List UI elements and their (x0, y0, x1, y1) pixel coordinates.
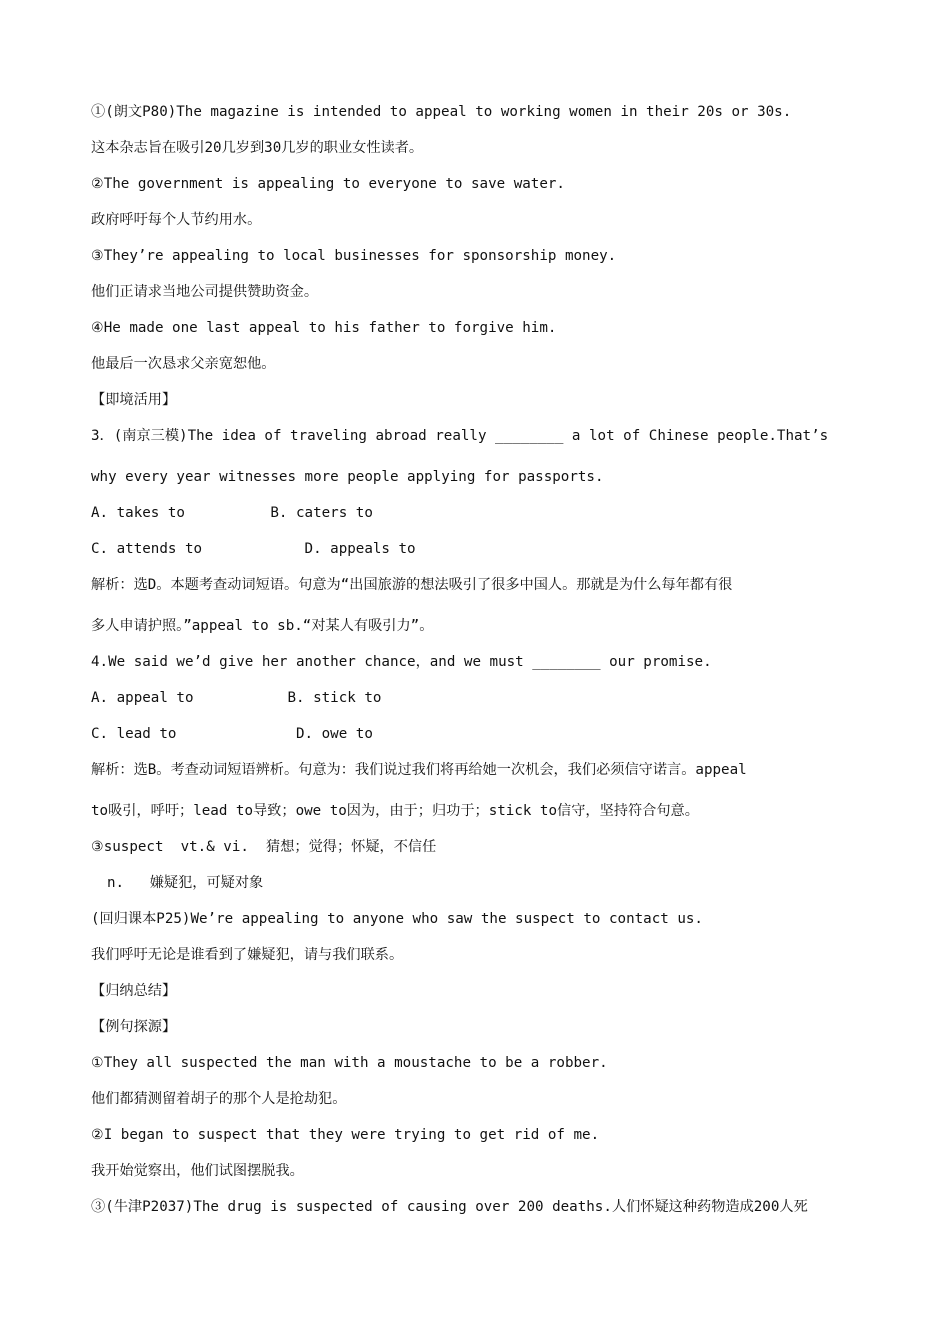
example-4-chinese: 他最后一次恳求父亲宽恕他。 (91, 356, 276, 372)
question-4-explanation: 解析：选B。考查动词短语辨析。句意为：我们说过我们将再给她一次机会，我们必须信守诺言。appeal (91, 762, 747, 778)
question-3-explanation-cont: 多人申请护照。”appeal to sb.“对某人有吸引力”。 (91, 618, 434, 634)
question-3-options-ab: A. takes to B. caters to (91, 505, 373, 521)
question-4-options-ab: A. appeal to B. stick to (91, 690, 382, 706)
question-3-options-cd: C. attends to D. appeals to (91, 541, 416, 557)
suspect-example-2-english: ②I began to suspect that they were trying to get rid of me. (91, 1127, 600, 1143)
example-2-chinese: 政府呼吁每个人节约用水。 (91, 212, 262, 228)
example-1-chinese: 这本杂志旨在吸引20几岁到30几岁的职业女性读者。 (91, 140, 424, 156)
example-4-english: ④He made one last appeal to his father to forgive him. (91, 320, 557, 336)
vocab-entry-suspect: ③suspect vt.& vi. 猜想；觉得；怀疑，不信任 (91, 839, 437, 855)
example-3-english: ③They’re appealing to local businesses for sponsorship money. (91, 248, 617, 264)
example-1-english: ①(朗文P80)The magazine is intended to appeal to working women in their 20s or 30s. (91, 104, 792, 120)
question-4-explanation-cont: to吸引，呼吁；lead to导致；owe to因为，由于；归功于；stick to信守，坚持符合句意。 (91, 803, 699, 819)
vocab-entry-suspect-noun: n. 嫌疑犯，可疑对象 (107, 875, 264, 891)
suspect-example-1-chinese: 他们都猜测留着胡子的那个人是抢劫犯。 (91, 1091, 347, 1107)
section-heading-summary: 【归纳总结】 (91, 983, 177, 999)
question-4-options-cd: C. lead to D. owe to (91, 726, 373, 742)
suspect-example-3: ③(牛津P2037)The drug is suspected of causing over 200 deaths.人们怀疑这种药物造成200人死 (91, 1199, 808, 1215)
textbook-example-english: (回归课本P25)We’re appealing to anyone who saw the suspect to contact us. (91, 911, 703, 927)
example-3-chinese: 他们正请求当地公司提供赞助资金。 (91, 284, 319, 300)
suspect-example-1-english: ①They all suspected the man with a moustache to be a robber. (91, 1055, 608, 1071)
section-heading-practice: 【即境活用】 (91, 392, 177, 408)
textbook-example-chinese: 我们呼吁无论是谁看到了嫌疑犯，请与我们联系。 (91, 947, 404, 963)
question-3-explanation: 解析：选D。本题考查动词短语。句意为“出国旅游的想法吸引了很多中国人。那就是为什么每年都有很 (91, 577, 733, 593)
example-2-english: ②The government is appealing to everyone to save water. (91, 176, 565, 192)
section-heading-examples: 【例句探源】 (91, 1019, 177, 1035)
suspect-example-2-chinese: 我开始觉察出，他们试图摆脱我。 (91, 1163, 304, 1179)
question-3-stem: 3．(南京三模)The idea of traveling abroad really ________ a lot of Chinese people.That’s (91, 428, 829, 444)
question-3-stem-cont: why every year witnesses more people applying for passports. (91, 469, 604, 485)
question-4-stem: 4.We said we’d give her another chance，and we must ________ our promise. (91, 654, 712, 670)
